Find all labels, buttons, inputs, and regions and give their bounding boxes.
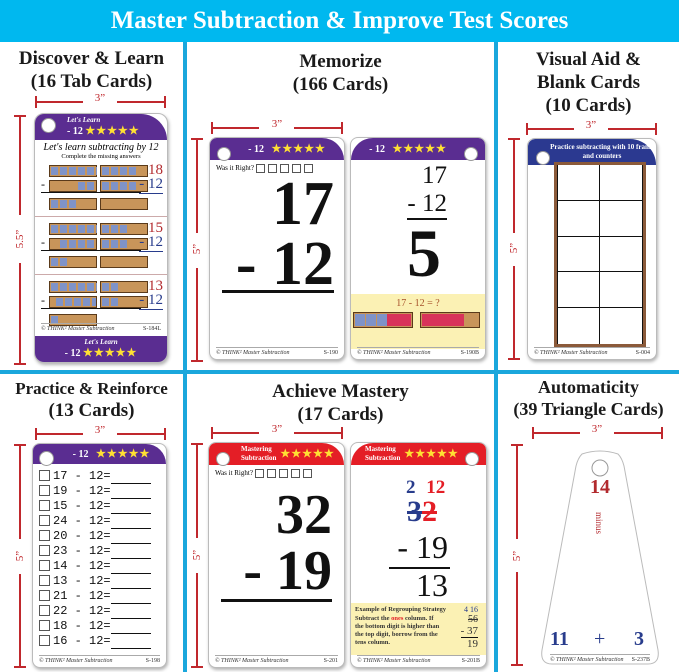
flash-card-front [209, 137, 345, 360]
checkbox[interactable] [39, 620, 50, 631]
plus-sign: + [594, 628, 606, 650]
height-dimension: 5” [511, 444, 523, 666]
panel-title: Practice & Reinforce [15, 379, 168, 398]
panel-title: Visual Aid & [536, 49, 641, 70]
card-subheading: Complete the missing answers [61, 153, 141, 160]
top-number: 17 [422, 162, 447, 189]
header-line2: Subtraction [365, 454, 401, 462]
card-code: S-190B [460, 350, 479, 356]
divider-v2 [494, 42, 498, 672]
problem-top: 15 [148, 220, 163, 236]
practice-row: 18 - 12= [33, 619, 166, 634]
example-bottom: - 37 [460, 625, 478, 637]
example-top: 56 [468, 614, 478, 625]
brand-label: © THINK² Master Subtraction [534, 350, 608, 356]
answer-number: 13 [416, 567, 448, 603]
stars-icon: ★★★★★ [83, 347, 138, 359]
checkbox[interactable] [39, 575, 50, 586]
panel-subtitle: (16 Tab Cards) [30, 71, 153, 92]
practice-card [32, 443, 167, 668]
practice-row: 15 - 12= [33, 499, 166, 514]
problem-bottom: - 12 [139, 292, 163, 308]
stars-icon: ★★★★★ [392, 143, 447, 155]
panel-title: Automaticity [538, 377, 639, 397]
height-dimension: 5” [191, 443, 203, 668]
checkbox[interactable] [39, 485, 50, 496]
practice-row: 20 - 12= [33, 529, 166, 544]
header-value: - 12 [72, 449, 89, 460]
card-heading: Let's learn subtracting by 12 [43, 142, 159, 153]
panel-title: Achieve Mastery [272, 381, 409, 402]
problem-bottom: - 12 [139, 234, 163, 250]
brand-label: © THINK² Master Subtraction [39, 658, 113, 664]
ring-hole [465, 452, 479, 466]
practice-row: 19 - 12= [33, 484, 166, 499]
height-dimension: 5” [14, 444, 26, 668]
tab-label: Let's Learn [84, 338, 118, 346]
regroup-ones: 12 [426, 477, 446, 498]
checkbox[interactable] [256, 164, 265, 173]
panel-title: Discover & Learn [18, 48, 165, 69]
practice-row: 16 - 12= [33, 634, 166, 649]
ring-hole [217, 147, 231, 161]
ten-frame-grid [554, 162, 646, 347]
brand-label: © THINK² Master Subtraction [215, 658, 289, 664]
checkbox[interactable] [39, 635, 50, 646]
flash-card-back [350, 137, 486, 360]
brand-label: © THINK² Master Subtraction [550, 657, 624, 663]
top-number: 32 [276, 484, 332, 546]
practice-row: 13 - 12= [33, 574, 166, 589]
stars-icon: ★★★★★ [280, 447, 335, 460]
card-code: S-184L [143, 326, 161, 332]
practice-row: 21 - 12= [33, 589, 166, 604]
header-label: Let's Learn [67, 116, 101, 124]
brand-label: © THINK² Master Subtraction [41, 326, 115, 332]
checkbox[interactable] [279, 469, 288, 478]
checkbox[interactable] [39, 515, 50, 526]
tab-value: - 12 [64, 348, 81, 359]
top-tens: 3 [407, 495, 422, 528]
header-value: - 12 [369, 144, 386, 155]
divider-h [0, 370, 679, 374]
problem-top: 13 [148, 278, 163, 294]
stars-icon: ★★★★★ [271, 143, 326, 155]
example-answer: 19 [467, 638, 478, 650]
header-value: - 12 [248, 144, 265, 155]
was-it-right: Was it Right? [216, 164, 316, 173]
card-code: S-237B [631, 657, 650, 663]
right-number: 3 [634, 628, 644, 650]
bottom-number: - 19 [397, 529, 448, 565]
top-number: 14 [590, 476, 610, 498]
divider-v1 [183, 42, 187, 672]
panel-subtitle: (17 Cards) [297, 404, 384, 425]
example-highlight: ones [391, 615, 404, 622]
tab-card [34, 113, 168, 363]
ten-frame [420, 312, 480, 328]
height-dimension: 5” [508, 138, 520, 360]
checkbox[interactable] [39, 590, 50, 601]
card-code: S-190 [323, 350, 338, 356]
ring-hole [536, 151, 550, 165]
equation-label: 17 - 12 = ? [396, 298, 440, 309]
practice-list [33, 469, 166, 649]
panel-title: Memorize [299, 51, 382, 72]
top-ones: 2 [422, 495, 437, 528]
bottom-number: - 12 [407, 190, 447, 220]
width-dimension: 3” [35, 96, 166, 108]
practice-row: 17 - 12= [33, 469, 166, 484]
panel-subtitle: (166 Cards) [292, 74, 389, 95]
width-dimension: 3” [532, 427, 663, 439]
panel-subtitle: (13 Cards) [48, 400, 135, 421]
triangle-card [540, 450, 660, 668]
panel-subtitle: (10 Cards) [545, 95, 632, 116]
ten-frame [353, 312, 413, 328]
height-dimension: 5” [191, 138, 203, 362]
bottom-tab [35, 336, 167, 362]
regroup-example [351, 603, 486, 655]
example-text: column. If the bottom digit is higher than the top digit, borrow from the tens column. [355, 615, 440, 646]
card-code: S-201B [461, 658, 480, 664]
checkbox[interactable] [39, 560, 50, 571]
card-code: S-198 [145, 658, 160, 664]
header-value: - 12 [67, 126, 83, 137]
stars-icon: ★★★★★ [96, 448, 151, 460]
ring-hole [464, 147, 478, 161]
problem-row: - 15 - 12 [41, 220, 165, 272]
panel-title-line2: Blank Cards [537, 72, 640, 93]
header-line1: Mastering [365, 445, 396, 453]
checkbox[interactable] [39, 605, 50, 616]
checkbox[interactable] [39, 545, 50, 556]
visual-aid-area [351, 294, 485, 349]
problem-bottom: - 12 [139, 176, 163, 192]
bottom-number: - 12 [235, 230, 334, 298]
mastery-card-back [350, 442, 487, 668]
mastery-card-front [208, 442, 345, 668]
bottom-number: - 19 [243, 540, 332, 602]
problem-top: 18 [148, 162, 163, 178]
panel-subtitle: (39 Triangle Cards) [513, 399, 664, 419]
checkbox[interactable] [291, 469, 300, 478]
checkbox[interactable] [267, 469, 276, 478]
checkbox[interactable] [303, 469, 312, 478]
checkbox[interactable] [39, 530, 50, 541]
practice-row: 23 - 12= [33, 544, 166, 559]
card-header: Practice subtracting with 10 frame and counters [528, 139, 656, 165]
page-banner-title: Master Subtraction & Improve Test Scores [0, 0, 679, 42]
width-dimension: 3” [526, 123, 657, 135]
blank-card [527, 138, 657, 360]
stars-icon: ★★★★★ [85, 125, 140, 137]
checkbox[interactable] [255, 469, 264, 478]
header-line2: Subtraction [241, 454, 277, 462]
top-number: 17 [272, 170, 334, 238]
problem-row: - 18 - 12 [41, 162, 165, 214]
brand-label: © THINK² Master Subtraction [357, 658, 431, 664]
practice-row: 22 - 12= [33, 604, 166, 619]
height-dimension: 5.5” [14, 115, 26, 365]
checkbox[interactable] [39, 470, 50, 481]
example-regroup: 4 16 [464, 605, 478, 614]
card-code: S-201 [323, 658, 338, 664]
example-title: Example of Regrouping Strategy [355, 606, 447, 613]
header-line1: Mastering [241, 445, 272, 453]
practice-row: 14 - 12= [33, 559, 166, 574]
left-number: 11 [550, 628, 569, 650]
checkbox[interactable] [39, 500, 50, 511]
ring-hole [216, 452, 230, 466]
width-dimension: 3” [211, 122, 343, 134]
answer-number: 5 [407, 215, 441, 291]
ring-hole [39, 451, 54, 466]
width-dimension: 3” [35, 428, 166, 440]
was-it-right: Was it Right? [215, 469, 315, 478]
problem-row: - 13 - 12 [41, 278, 165, 330]
stars-icon: ★★★★★ [404, 447, 459, 460]
card-code: S-004 [635, 350, 650, 356]
ring-hole [41, 118, 56, 133]
example-text: Subtract the [355, 615, 390, 622]
brand-label: © THINK² Master Subtraction [357, 350, 431, 356]
width-dimension: 3” [211, 427, 343, 439]
minus-label: minus [594, 512, 604, 535]
practice-row: 24 - 12= [33, 514, 166, 529]
brand-label: © THINK² Master Subtraction [216, 350, 290, 356]
regroup-tens: 2 [406, 477, 416, 498]
